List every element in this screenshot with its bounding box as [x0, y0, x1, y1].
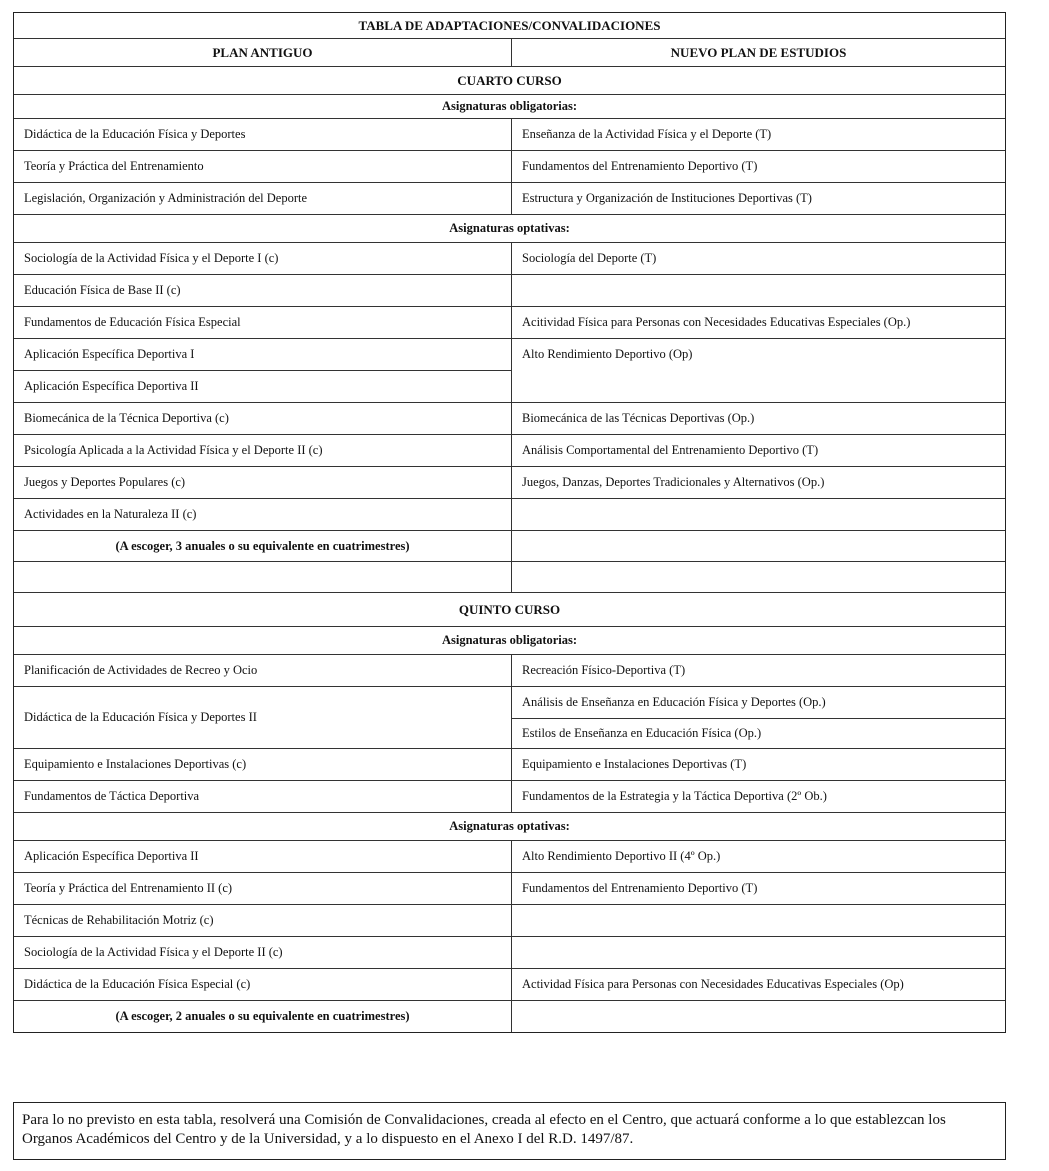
new-subject: Equipamiento e Instalaciones Deportivas (T) [522, 757, 747, 771]
old-subject: Fundamentos de Educación Física Especial [14, 307, 512, 338]
new-subject-group [512, 687, 1005, 748]
old-subject: Biomecánica de la Técnica Deportiva (c) [14, 403, 512, 434]
choose-note: (A escoger, 2 anuales o su equivalente en cuatrimestres) [14, 1001, 512, 1032]
table-row [14, 969, 1005, 1001]
subsection-optativas: Asignaturas optativas: [449, 221, 570, 235]
table-row [14, 841, 1005, 873]
old-subject: Aplicación Específica Deportiva I [14, 339, 511, 371]
choose-note-row [14, 531, 1005, 562]
old-subject: Teoría y Práctica del Entrenamiento [14, 151, 512, 182]
old-subject: Sociología de la Actividad Física y el Deporte II (c) [14, 937, 512, 968]
subsection-obligatorias: Asignaturas obligatorias: [441, 99, 578, 113]
new-subject: Fundamentos de la Estrategia y la Táctica Deportiva (2º Ob.) [522, 789, 827, 803]
choose-note: (A escoger, 3 anuales o su equivalente en cuatrimestres) [14, 531, 512, 561]
new-subject: Fundamentos del Entrenamiento Deportivo (T) [522, 881, 758, 895]
table-row [14, 655, 1005, 687]
empty-cell [512, 1001, 1005, 1032]
new-subject: Acitividad Física para Personas con Necesidades Educativas Especiales (Op.) [522, 315, 911, 329]
table-row-merged [14, 687, 1005, 749]
empty-cell [512, 531, 1005, 561]
old-subject: Aplicación Específica Deportiva II [14, 841, 512, 872]
table-row-merged [14, 339, 1005, 403]
old-subject: Equipamiento e Instalaciones Deportivas (c) [14, 749, 512, 780]
new-subject: Sociología del Deporte (T) [522, 251, 657, 265]
section-title-cuarto: CUARTO CURSO [457, 72, 562, 88]
table-row [14, 151, 1005, 183]
header-new-plan: NUEVO PLAN DE ESTUDIOS [670, 44, 847, 60]
table-row [14, 403, 1005, 435]
subsection-row [14, 215, 1005, 243]
new-subject [512, 905, 1005, 936]
old-subject: Fundamentos de Táctica Deportiva [14, 781, 512, 812]
new-subject: Recreación Físico-Deportiva (T) [522, 663, 686, 677]
old-subject: Didáctica de la Educación Física Especial (c) [14, 969, 512, 1000]
choose-note-row [14, 1001, 1005, 1032]
new-subject: Alto Rendimiento Deportivo II (4º Op.) [522, 849, 721, 863]
old-subject: Aplicación Específica Deportiva II [24, 379, 199, 393]
new-subject: Enseñanza de la Actividad Física y el Deporte (T) [522, 127, 772, 141]
new-subject: Estructura y Organización de Instituciones Deportivas (T) [522, 191, 812, 205]
old-subject: Didáctica de la Educación Física y Deportes II [14, 687, 512, 748]
old-subject: Educación Física de Base II (c) [14, 275, 512, 306]
header-old-plan: PLAN ANTIGUO [14, 39, 512, 66]
table-row [14, 243, 1005, 275]
new-subject: Juegos, Danzas, Deportes Tradicionales y Alternativos (Op.) [522, 475, 825, 489]
convalidation-table [13, 12, 1006, 1033]
column-header-row [14, 39, 1005, 67]
subsection-optativas: Asignaturas optativas: [449, 819, 570, 833]
table-row [14, 499, 1005, 531]
section-title-quinto: QUINTO CURSO [458, 601, 561, 617]
table-row [14, 905, 1005, 937]
subsection-row [14, 627, 1005, 655]
new-subject: Análisis Comportamental del Entrenamiento Deportivo (T) [522, 443, 819, 457]
section-title-row [14, 67, 1005, 95]
new-subject: Fundamentos del Entrenamiento Deportivo (T) [522, 159, 758, 173]
new-subject: Biomecánica de las Técnicas Deportivas (Op.) [522, 411, 755, 425]
new-subject: Análisis de Enseñanza en Educación Física y Deportes (Op.) [522, 695, 826, 709]
table-row [14, 749, 1005, 781]
new-subject: Alto Rendimiento Deportivo (Op) [522, 347, 693, 361]
table-row [14, 183, 1005, 215]
new-subject: Estilos de Enseñanza en Educación Física (Op.) [512, 718, 1005, 748]
table-row [14, 467, 1005, 499]
new-subject [512, 499, 1005, 530]
subsection-obligatorias: Asignaturas obligatorias: [441, 633, 578, 647]
old-subject: Sociología de la Actividad Física y el Deporte I (c) [14, 243, 512, 274]
old-subject: Planificación de Actividades de Recreo y Ocio [14, 655, 512, 686]
table-row [14, 275, 1005, 307]
new-subject [512, 937, 1005, 968]
table-row [14, 307, 1005, 339]
subsection-row [14, 95, 1005, 119]
old-subject: Psicología Aplicada a la Actividad Física y el Deporte II (c) [14, 435, 512, 466]
section-title-row [14, 593, 1005, 627]
table-row [14, 937, 1005, 969]
new-subject: Actividad Física para Personas con Necesidades Educativas Especiales (Op) [522, 977, 904, 991]
old-subject: Teoría y Práctica del Entrenamiento II (c) [14, 873, 512, 904]
table-row [14, 781, 1005, 813]
table-row [14, 435, 1005, 467]
old-subject-group [14, 339, 512, 402]
empty-cell [512, 562, 1005, 592]
table-title: TABLA DE ADAPTACIONES/CONVALIDACIONES [358, 17, 661, 33]
old-subject: Didáctica de la Educación Física y Deportes [14, 119, 512, 150]
table-row [14, 119, 1005, 151]
footnote-box: Para lo no previsto en esta tabla, resolverá una Comisión de Convalidaciones, creada al efecto en el Centro, que actuará conforme a lo que establezcan los Organos Académicos del Centro y de la Universidad, y a lo dispuesto en el Anexo I del R.D. 1497/87. [13, 1102, 1006, 1160]
old-subject: Legislación, Organización y Administración del Deporte [14, 183, 512, 214]
old-subject: Actividades en la Naturaleza II (c) [14, 499, 512, 530]
subsection-row [14, 813, 1005, 841]
empty-row [14, 562, 1005, 593]
new-subject [512, 275, 1005, 306]
empty-cell [14, 562, 512, 592]
old-subject: Juegos y Deportes Populares (c) [14, 467, 512, 498]
table-title-row [14, 13, 1005, 39]
table-row [14, 873, 1005, 905]
old-subject: Técnicas de Rehabilitación Motriz (c) [14, 905, 512, 936]
